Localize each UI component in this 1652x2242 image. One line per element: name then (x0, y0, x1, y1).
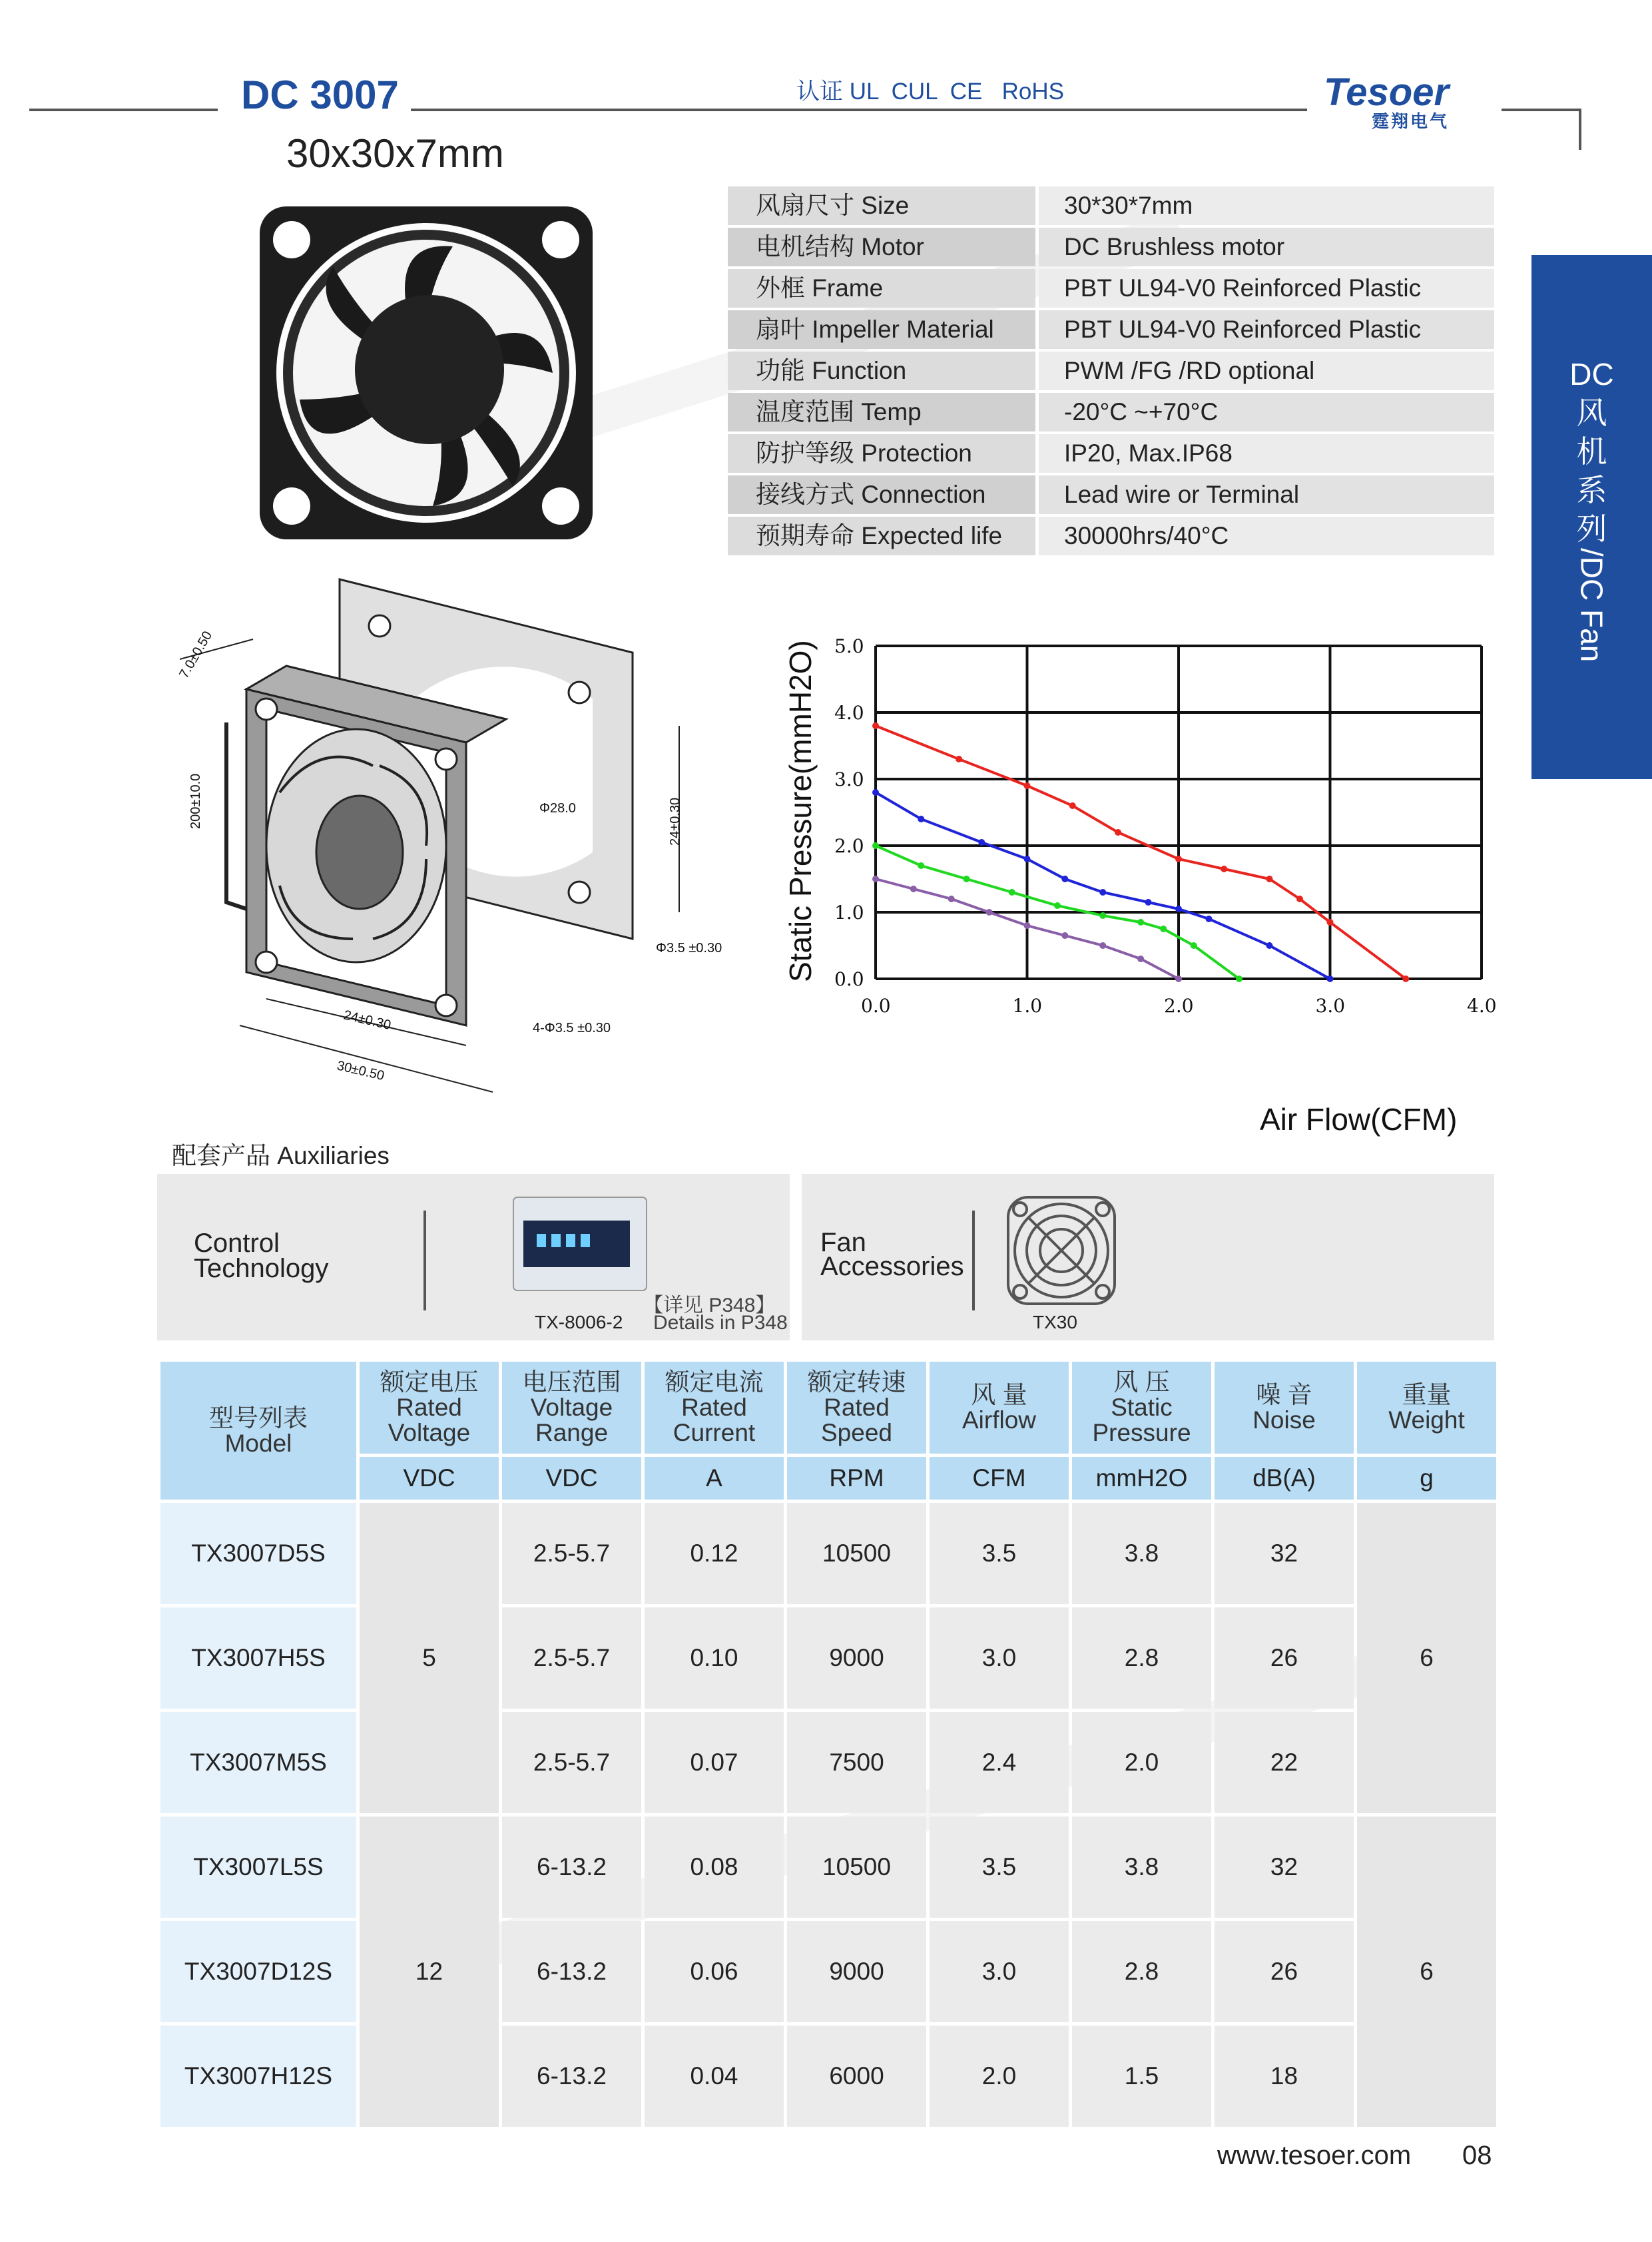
series-line (876, 726, 1406, 979)
data-point (1175, 906, 1182, 912)
unit-cell: dB(A) (1215, 1457, 1354, 1500)
data-point (872, 876, 879, 882)
data-point (956, 756, 962, 762)
dim-label: 24±0.30 (668, 797, 683, 846)
data-point (1145, 899, 1152, 906)
header-rule-mid (411, 109, 1307, 111)
model-cell: TX3007D12S (160, 1921, 356, 2022)
spec-row (728, 228, 1494, 266)
data-point (918, 816, 924, 822)
airflow-cell: 3.0 (930, 1921, 1069, 2022)
voltage-cell: 12 (360, 1817, 499, 2127)
page-number: 08 (1462, 2141, 1492, 2170)
pressure-cell: 3.8 (1072, 1503, 1211, 1604)
dim-label: 24±0.30 (342, 1007, 393, 1033)
data-point (964, 876, 970, 882)
data-point (978, 839, 985, 846)
data-point (1296, 896, 1303, 902)
spec-label: 接线方式 Connection (728, 475, 1035, 514)
header-cell: 额定转速 Rated Speed (787, 1362, 926, 1454)
noise-cell: 32 (1215, 1503, 1354, 1604)
chart-series (872, 722, 1409, 982)
control-label-line1: Control (194, 1229, 280, 1258)
model-cell: TX3007H5S (160, 1607, 356, 1709)
range-cell: 2.5-5.7 (502, 1503, 641, 1604)
x-tick-label: 0.0 (861, 995, 891, 1017)
noise-cell: 22 (1215, 1712, 1354, 1813)
data-point (918, 862, 924, 869)
unit-cell: g (1357, 1457, 1496, 1500)
data-point (948, 896, 955, 902)
header-rule-right (1502, 109, 1581, 111)
header-cell: 风 量 Airflow (930, 1362, 1069, 1454)
series-line (876, 792, 1330, 979)
data-point (1024, 782, 1031, 789)
speed-cell: 10500 (787, 1503, 926, 1604)
spec-value: 30*30*7mm (1039, 186, 1494, 225)
data-point (872, 722, 879, 729)
spec-label: 扇叶 Impeller Material (728, 310, 1035, 349)
header-cell: 重量 Weight (1357, 1362, 1496, 1454)
technical-drawing (160, 566, 739, 1125)
table-unit-row (160, 1457, 1496, 1500)
data-point (1236, 976, 1242, 982)
pressure-cell: 2.8 (1072, 1921, 1211, 2022)
model-cell: TX3007H12S (160, 2026, 356, 2127)
fan-acc-line1: Fan (820, 1228, 866, 1257)
controller-ref-en: Details in P348 (653, 1312, 788, 1334)
current-cell: 0.10 (645, 1607, 784, 1709)
header-cell: 噪 音 Noise (1215, 1362, 1354, 1454)
spec-value: PBT UL94-V0 Reinforced Plastic (1039, 269, 1494, 308)
noise-cell: 26 (1215, 1607, 1354, 1709)
data-point (910, 886, 917, 892)
data-point (1069, 802, 1076, 809)
model-table (157, 1358, 1500, 2130)
data-point (1221, 866, 1227, 872)
speed-cell: 9000 (787, 1921, 926, 2022)
dim-label: 30±0.50 (335, 1058, 386, 1084)
current-cell: 0.12 (645, 1503, 784, 1604)
spec-row (728, 269, 1494, 308)
header-rule-left (29, 109, 218, 111)
airflow-cell: 3.0 (930, 1607, 1069, 1709)
unit-cell: CFM (930, 1457, 1069, 1500)
data-point (1115, 829, 1121, 836)
y-tick-label: 2.0 (834, 835, 864, 857)
spec-row (728, 475, 1494, 514)
header-rule-drop (1579, 109, 1581, 150)
side-tab-char: 风 (1576, 396, 1607, 430)
auxiliaries-title: 配套产品 Auxiliaries (172, 1142, 390, 1169)
current-cell: 0.07 (645, 1712, 784, 1813)
data-point (1099, 889, 1106, 896)
airflow-cell: 3.5 (930, 1817, 1069, 1918)
data-point (872, 789, 879, 796)
logo-subtext: 霆翔电气 (1372, 111, 1450, 131)
pq-chart (766, 619, 1505, 1152)
spec-value: -20°C ~+70°C (1039, 393, 1494, 431)
side-tab (1531, 255, 1652, 779)
header-cell: 额定电压 Rated Voltage (360, 1362, 499, 1454)
model-cell: TX3007D5S (160, 1503, 356, 1604)
dim-label: 4-Φ3.5 ±0.30 (533, 1021, 611, 1035)
spec-row (728, 352, 1494, 390)
data-point (1327, 919, 1334, 926)
y-axis-label: Static Pressure(mmH2O) (783, 640, 818, 982)
data-point (1160, 926, 1167, 932)
current-cell: 0.04 (645, 2026, 784, 2127)
dim-label: Φ3.5 ±0.30 (656, 941, 722, 956)
side-tab-char: 机 (1576, 434, 1607, 469)
spec-row (728, 434, 1494, 473)
data-point (1191, 942, 1197, 949)
range-cell: 6-13.2 (502, 1817, 641, 1918)
data-point (1266, 942, 1273, 949)
range-cell: 2.5-5.7 (502, 1712, 641, 1813)
dim-label: 7.0±0.50 (176, 629, 216, 681)
divider (423, 1211, 426, 1310)
data-point (1024, 922, 1031, 929)
data-point (1054, 902, 1061, 909)
noise-cell: 26 (1215, 1921, 1354, 2022)
speed-cell: 9000 (787, 1607, 926, 1709)
spec-value: Lead wire or Terminal (1039, 475, 1494, 514)
chart-ticks (834, 635, 1497, 1017)
pressure-cell: 3.8 (1072, 1817, 1211, 1918)
aux-panel-control (157, 1174, 790, 1340)
speed-cell: 6000 (787, 2026, 926, 2127)
chart-grid (876, 646, 1482, 979)
control-label (194, 1231, 328, 1281)
spec-label: 电机结构 Motor (728, 228, 1035, 266)
spec-label: 温度范围 Temp (728, 393, 1035, 431)
x-tick-label: 2.0 (1164, 995, 1194, 1017)
header-cell: 风 压 Static Pressure (1072, 1362, 1211, 1454)
data-point (1175, 856, 1182, 862)
side-tab-tail: /DC Fan (1574, 548, 1609, 663)
pressure-cell: 1.5 (1072, 2026, 1211, 2127)
unit-cell: VDC (502, 1457, 641, 1500)
model-cell: TX3007L5S (160, 1817, 356, 1918)
fan-acc-line2: Accessories (820, 1252, 964, 1281)
controller-image (510, 1194, 650, 1294)
data-point (1061, 932, 1068, 939)
spec-row (728, 186, 1494, 225)
airflow-cell: 2.4 (930, 1712, 1069, 1813)
size-label: 30x30x7mm (286, 131, 504, 176)
table-header-row (160, 1362, 1496, 1454)
weight-cell: 6 (1357, 1817, 1496, 2127)
page-title: DC 3007 (241, 73, 399, 117)
voltage-cell: 5 (360, 1503, 499, 1813)
table-row (160, 1503, 1496, 1604)
unit-cell: A (645, 1457, 784, 1500)
current-cell: 0.08 (645, 1817, 784, 1918)
spec-row (728, 393, 1494, 431)
side-tab-char: 系 (1576, 473, 1607, 507)
spec-value: IP20, Max.IP68 (1039, 434, 1494, 473)
data-point (1099, 912, 1106, 919)
speed-cell: 7500 (787, 1712, 926, 1813)
data-point (1099, 942, 1106, 949)
current-cell: 0.06 (645, 1921, 784, 2022)
data-point (986, 909, 993, 916)
pressure-cell: 2.0 (1072, 1712, 1211, 1813)
range-cell: 2.5-5.7 (502, 1607, 641, 1709)
table-row (160, 1817, 1496, 1918)
data-point (1061, 876, 1068, 882)
data-point (1266, 876, 1273, 882)
data-point (1137, 956, 1144, 962)
guard-model: TX30 (1033, 1312, 1077, 1332)
x-tick-label: 3.0 (1315, 995, 1346, 1017)
data-point (1206, 916, 1213, 922)
certifications: 认证 UL CUL CE RoHS (796, 79, 1064, 105)
data-point (872, 842, 879, 849)
range-cell: 6-13.2 (502, 2026, 641, 2127)
controller-ref-cn: 【详见 P348】 (643, 1294, 776, 1316)
y-tick-label: 3.0 (834, 768, 864, 790)
spec-label: 防护等级 Protection (728, 434, 1035, 473)
data-point (1327, 976, 1334, 982)
divider (972, 1211, 975, 1310)
data-point (1175, 976, 1182, 982)
data-point (1024, 856, 1031, 862)
spec-row (728, 310, 1494, 349)
brand-logo (1324, 71, 1510, 131)
spec-label: 风扇尺寸 Size (728, 186, 1035, 225)
spec-label: 外框 Frame (728, 269, 1035, 308)
spec-value: 30000hrs/40°C (1039, 517, 1494, 555)
spec-value: PBT UL94-V0 Reinforced Plastic (1039, 310, 1494, 349)
spec-label: 预期寿命 Expected life (728, 517, 1035, 555)
side-tab-char: DC (1569, 357, 1614, 392)
header-model: 型号列表 Model (160, 1362, 356, 1500)
data-point (1402, 976, 1409, 982)
spec-value: PWM /FG /RD optional (1039, 352, 1494, 390)
spec-label: 功能 Function (728, 352, 1035, 390)
noise-cell: 32 (1215, 1817, 1354, 1918)
footer-website[interactable]: www.tesoer.com (1217, 2141, 1412, 2170)
unit-cell: mmH2O (1072, 1457, 1211, 1500)
dim-label: 200±10.0 (188, 773, 203, 829)
y-tick-label: 5.0 (834, 635, 864, 657)
x-tick-label: 1.0 (1012, 995, 1043, 1017)
spec-row (728, 517, 1494, 555)
header-cell: 电压范围 Voltage Range (502, 1362, 641, 1454)
model-cell: TX3007M5S (160, 1712, 356, 1813)
airflow-cell: 2.0 (930, 2026, 1069, 2127)
logo-text: Tesoer (1324, 71, 1450, 114)
spec-value: DC Brushless motor (1039, 228, 1494, 266)
unit-cell: RPM (787, 1457, 926, 1500)
pressure-cell: 2.8 (1072, 1607, 1211, 1709)
y-tick-label: 4.0 (834, 702, 864, 724)
fan-photo (253, 200, 599, 546)
fan-acc-label (820, 1228, 964, 1281)
side-tab-char: 列 (1576, 511, 1607, 546)
fan-guard-icon (1001, 1191, 1121, 1310)
x-axis-label: Air Flow(CFM) (1260, 1102, 1458, 1137)
speed-cell: 10500 (787, 1817, 926, 1918)
airflow-cell: 3.5 (930, 1503, 1069, 1604)
dim-label: Φ28.0 (539, 801, 576, 816)
y-tick-label: 0.0 (834, 968, 864, 990)
unit-cell: VDC (360, 1457, 499, 1500)
x-tick-label: 4.0 (1467, 995, 1497, 1017)
control-label-line2: Technology (194, 1254, 329, 1283)
aux-panel-fan-accessories (802, 1174, 1494, 1340)
controller-model: TX-8006-2 (535, 1312, 623, 1332)
y-tick-label: 1.0 (834, 902, 864, 924)
weight-cell: 6 (1357, 1503, 1496, 1813)
noise-cell: 18 (1215, 2026, 1354, 2127)
header-cell: 额定电流 Rated Current (645, 1362, 784, 1454)
data-point (1009, 889, 1015, 896)
data-point (1137, 919, 1144, 926)
range-cell: 6-13.2 (502, 1921, 641, 2022)
